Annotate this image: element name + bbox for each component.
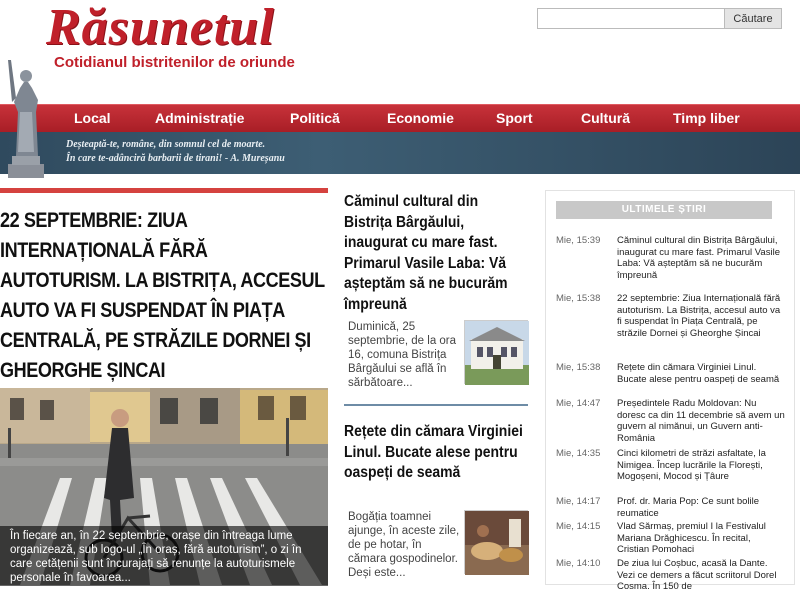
main-story-image[interactable] <box>0 388 328 585</box>
mid-story-excerpt: Bogăția toamnei ajunge, în aceste zile, de pe hotar, în cămara gospodinelor. Deși este... <box>348 511 460 579</box>
food-photo-icon <box>465 511 529 575</box>
news-title[interactable]: De ziua lui Coșbuc, acasă la Dante. Vezi ce demers a făcut scriitorul Dorel Cosma. În 150 de <box>617 558 777 592</box>
news-title[interactable]: Președintele Radu Moldovan: Nu doresc ca din 11 decembrie să avem un guvern al nimănui, un Guvern anti-România <box>617 398 785 444</box>
main-story <box>0 188 328 585</box>
latest-news-header: ULTIMELE ȘTIRI <box>556 201 772 219</box>
site-logo[interactable]: Răsunetul <box>46 0 275 56</box>
section-divider <box>344 404 528 406</box>
news-time: Mie, 14:15 <box>556 521 601 532</box>
section-divider <box>0 188 328 193</box>
nav-item-economie[interactable]: Economie <box>387 110 454 126</box>
nav-item-administratie[interactable]: Administrație <box>155 110 245 126</box>
nav-item-cultura[interactable]: Cultură <box>581 110 630 126</box>
search-input[interactable] <box>537 8 725 29</box>
quote-line-1: Deșteaptă-te, române, din somnul cel de moarte. <box>66 139 266 150</box>
news-time: Mie, 15:39 <box>556 235 601 246</box>
news-title[interactable]: Rețete din cămara Virginiei Linul. Bucate alese pentru oaspeți de seamă <box>617 362 780 385</box>
news-title[interactable]: Vlad Sărmaș, premiul I la Festivalul Mariana Drăghicescu. În recital, Cristian Pomohaci <box>617 521 766 555</box>
site-header <box>0 0 800 105</box>
news-time: Mie, 14:47 <box>556 398 601 409</box>
nav-item-local[interactable]: Local <box>74 110 111 126</box>
news-title[interactable]: Cinci kilometri de străzi asfaltate, la Nimigea. Încep lucrările la Florești, Mogoșeni, Mocod și Țâure <box>617 448 766 482</box>
news-time: Mie, 14:35 <box>556 448 601 459</box>
main-story-caption[interactable]: În fiecare an, în 22 septembrie, orașe din întreaga lume organizează, sub logo-ul „În oraș, fără autoturism”, o zi în care cetățenii sunt încurajați să renunțe la autoturismele personale în favoarea... <box>0 526 328 586</box>
mid-story-thumbnail[interactable] <box>464 510 528 574</box>
news-title[interactable]: Căminul cultural din Bistrița Bârgăului, inaugurat cu mare fast. Primarul Vasile Laba: Vă așteptăm să ne bucurăm împreună <box>617 235 780 281</box>
statue-icon <box>2 52 50 178</box>
mid-story-headline[interactable]: Căminul cultural din Bistrița Bârgăului, inaugurat cu mare fast. Primarul Vasile Laba: Vă așteptăm să ne bucurăm împreună <box>344 193 508 313</box>
nav-item-timp-liber[interactable]: Timp liber <box>673 110 740 126</box>
quote-text <box>66 138 366 166</box>
mid-story-headline[interactable]: Rețete din cămara Virginiei Linul. Bucate alese pentru oaspeți de seamă <box>344 423 523 481</box>
main-story-headline[interactable]: 22 SEPTEMBRIE: ZIUA INTERNAȚIONALĂ FĂRĂ AUTOTURISM. LA BISTRIȚA, ACCESUL AUTO VA FI SUSPENDAT ÎN PIAȚA CENTRALĂ, PE STRĂZILE DORNEI ȘI GHEORGHE ȘINCAI <box>0 209 325 382</box>
nav-item-politica[interactable]: Politică <box>290 110 340 126</box>
quote-banner <box>0 132 800 174</box>
news-title[interactable]: Prof. dr. Maria Pop: Ce sunt bolile reumatice <box>617 496 760 519</box>
news-title[interactable]: 22 septembrie: Ziua Internațională fără autoturism. La Bistrița, accesul auto va fi suspendat în Piața Centrală, pe străzile Dornei și Gheorghe Șincai <box>617 293 781 339</box>
nav-item-sport[interactable]: Sport <box>496 110 533 126</box>
main-nav <box>0 104 800 132</box>
news-time: Mie, 14:10 <box>556 558 601 569</box>
news-time: Mie, 15:38 <box>556 362 601 373</box>
search-button[interactable]: Căutare <box>724 8 782 29</box>
latest-news-panel <box>545 190 795 592</box>
mid-story-excerpt: Duminică, 25 septembrie, de la ora 16, comuna Bistrița Bârgăului se află în sărbătoare... <box>348 321 457 389</box>
quote-line-2: În care te-adânciră barbarii de tirani! - A. Mureșanu <box>66 153 285 164</box>
building-photo-icon <box>465 321 529 385</box>
news-time: Mie, 14:17 <box>556 496 601 507</box>
site-tagline: Cotidianul bistritenilor de oriunde <box>54 54 295 71</box>
mid-story-thumbnail[interactable] <box>464 320 528 384</box>
news-time: Mie, 15:38 <box>556 293 601 304</box>
